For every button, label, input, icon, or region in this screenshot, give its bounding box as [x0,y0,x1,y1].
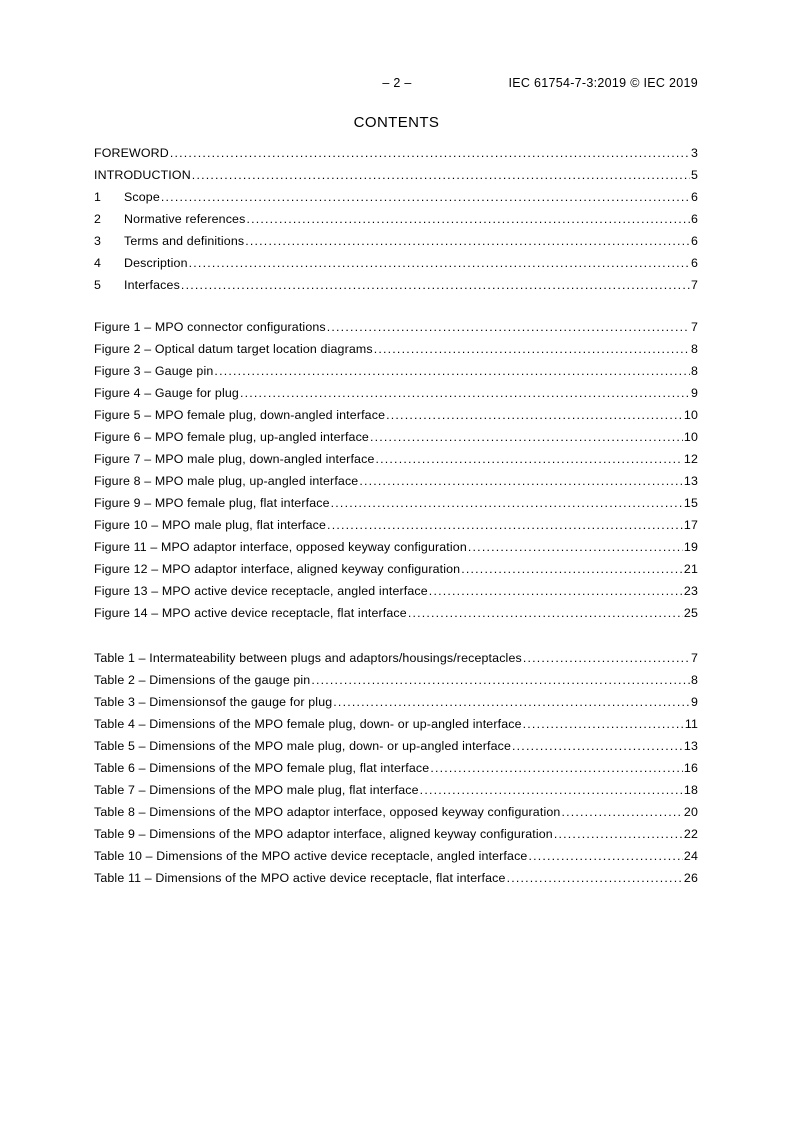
dot-leader [375,451,682,468]
dot-leader [246,211,690,228]
toc-entry-terms-and-definitions[interactable] [94,233,698,255]
figure-entry-page: 17 [683,518,698,532]
toc-entry-introduction[interactable] [94,167,698,189]
dot-leader [333,694,690,711]
toc-entry-label: Scope [124,190,160,204]
dot-leader [311,672,690,689]
figure-entry[interactable] [94,605,698,627]
table-entry-page: 22 [683,827,698,841]
table-entry-label: Table 11 – Dimensions of the MPO active device receptacle, flat interface [94,871,506,885]
table-entry-page: 11 [684,717,698,731]
dot-leader [245,233,690,250]
dot-leader [170,145,690,162]
toc-main-section [94,145,698,299]
table-entry-page: 24 [683,849,698,863]
figure-entry-label: Figure 6 – MPO female plug, up-angled interface [94,430,369,444]
toc-entry-label: INTRODUCTION [94,168,191,182]
figure-entry[interactable] [94,539,698,561]
table-entry[interactable] [94,694,698,716]
figure-entry-label: Figure 10 – MPO male plug, flat interface [94,518,327,532]
dot-leader [370,429,683,446]
figure-entry[interactable] [94,429,698,451]
figure-entry-page: 19 [683,540,698,554]
table-entry-label: Table 9 – Dimensions of the MPO adaptor interface, aligned keyway configuration [94,827,553,841]
dot-leader [386,407,683,424]
figure-entry-page: 21 [683,562,698,576]
dot-leader [554,826,683,843]
dot-leader [429,583,683,600]
figure-entry[interactable] [94,407,698,429]
dot-leader [161,189,690,206]
figure-entry[interactable] [94,561,698,583]
toc-entry-foreword[interactable] [94,145,698,167]
toc-entry-number: 5 [94,278,102,292]
toc-entry-page: 6 [690,190,698,204]
figure-entry-label: Figure 2 – Optical datum target location diagrams [94,342,373,356]
table-entry-page: 9 [690,695,698,709]
figure-entry-page: 9 [690,386,698,400]
toc-entry-number: 4 [94,256,102,270]
table-entry-label: Table 5 – Dimensions of the MPO male plug, down- or up-angled interface [94,739,512,753]
table-entry[interactable] [94,716,698,738]
toc-entry-label: FOREWORD [94,146,169,160]
table-entry[interactable] [94,804,698,826]
dot-leader [327,319,690,336]
dot-leader [468,539,683,556]
toc-entry-number: 2 [94,212,102,226]
table-entry-label: Table 1 – Intermateability between plugs and adaptors/housings/receptacles [94,651,522,665]
toc-entry-scope[interactable] [94,189,698,211]
toc-entry-page: 6 [690,212,698,226]
figure-entry-label: Figure 14 – MPO active device receptacle, flat interface [94,606,407,620]
table-entry[interactable] [94,672,698,694]
toc-entry-page: 6 [690,234,698,248]
toc-entry-label: Interfaces [124,278,180,292]
dot-leader [240,385,690,402]
figure-entry[interactable] [94,451,698,473]
figure-entry-page: 10 [683,408,698,422]
toc-entry-normative-references[interactable] [94,211,698,233]
figure-entry-label: Figure 11 – MPO adaptor interface, opposed keyway configuration [94,540,467,554]
figure-entry-page: 10 [683,430,698,444]
toc-entry-label: Description [124,256,188,270]
table-entry[interactable] [94,826,698,848]
table-entry-label: Table 10 – Dimensions of the MPO active device receptacle, angled interface [94,849,528,863]
dot-leader [461,561,683,578]
figure-entry-label: Figure 7 – MPO male plug, down-angled interface [94,452,375,466]
figure-entry[interactable] [94,473,698,495]
page-number: – 2 – [382,76,412,90]
dot-leader [214,363,690,380]
figure-entry[interactable] [94,583,698,605]
toc-entry-description[interactable] [94,255,698,277]
toc-entry-number: 1 [94,190,102,204]
figure-entry-page: 12 [683,452,698,466]
figure-entry-page: 15 [683,496,698,510]
toc-entry-page: 3 [690,146,698,160]
figure-entry-page: 13 [683,474,698,488]
table-entry-page: 13 [683,739,698,753]
table-entry-page: 26 [683,871,698,885]
figure-entry-page: 23 [683,584,698,598]
table-entry-label: Table 3 – Dimensionsof the gauge for plug [94,695,333,709]
page-header [0,76,793,92]
figure-entry[interactable] [94,385,698,407]
dot-leader [331,495,683,512]
figure-entry-label: Figure 9 – MPO female plug, flat interface [94,496,330,510]
dot-leader [189,255,690,272]
contents-title: CONTENTS [353,114,440,131]
dot-leader [430,760,683,777]
toc-entry-interfaces[interactable] [94,277,698,299]
table-entry-page: 8 [690,673,698,687]
figure-entry[interactable] [94,319,698,341]
list-of-figures [94,319,698,627]
table-entry[interactable] [94,848,698,870]
figure-entry-label: Figure 4 – Gauge for plug [94,386,239,400]
dot-leader [507,870,683,887]
document-identifier: IEC 61754-7-3:2019 © IEC 2019 [508,76,698,90]
dot-leader [374,341,690,358]
table-entry[interactable] [94,870,698,892]
figure-entry-label: Figure 5 – MPO female plug, down-angled interface [94,408,386,422]
table-entry-page: 7 [690,651,698,665]
figure-entry[interactable] [94,341,698,363]
dot-leader [528,848,682,865]
dot-leader [192,167,690,184]
figure-entry-label: Figure 1 – MPO connector configurations [94,320,326,334]
toc-entry-number: 3 [94,234,102,248]
dot-leader [327,517,683,534]
figure-entry[interactable] [94,517,698,539]
table-entry-page: 20 [683,805,698,819]
figure-entry[interactable] [94,495,698,517]
table-entry-label: Table 8 – Dimensions of the MPO adaptor interface, opposed keyway configuration [94,805,561,819]
table-entry-label: Table 7 – Dimensions of the MPO male plug, flat interface [94,783,419,797]
figure-entry-label: Figure 3 – Gauge pin [94,364,214,378]
dot-leader [181,277,690,294]
toc-entry-page: 7 [690,278,698,292]
figure-entry-label: Figure 13 – MPO active device receptacle, angled interface [94,584,428,598]
table-entry-label: Table 2 – Dimensions of the gauge pin [94,673,311,687]
dot-leader [561,804,682,821]
table-entry[interactable] [94,760,698,782]
toc-entry-label: Normative references [124,212,246,226]
figure-entry[interactable] [94,363,698,385]
dot-leader [512,738,683,755]
toc-entry-page: 5 [690,168,698,182]
toc-entry-label: Terms and definitions [124,234,245,248]
figure-entry-label: Figure 8 – MPO male plug, up-angled interface [94,474,359,488]
table-entry[interactable] [94,738,698,760]
dot-leader [359,473,683,490]
table-entry[interactable] [94,650,698,672]
table-entry-page: 16 [683,761,698,775]
figure-entry-page: 8 [690,364,698,378]
table-entry-label: Table 4 – Dimensions of the MPO female plug, down- or up-angled interface [94,717,522,731]
figure-entry-page: 8 [690,342,698,356]
figure-entry-page: 7 [690,320,698,334]
dot-leader [523,716,684,733]
table-entry-label: Table 6 – Dimensions of the MPO female plug, flat interface [94,761,430,775]
dot-leader [420,782,683,799]
list-of-tables [94,650,698,892]
dot-leader [523,650,690,667]
toc-entry-page: 6 [690,256,698,270]
table-entry-page: 18 [683,783,698,797]
dot-leader [408,605,683,622]
figure-entry-page: 25 [683,606,698,620]
figure-entry-label: Figure 12 – MPO adaptor interface, aligned keyway configuration [94,562,461,576]
table-entry[interactable] [94,782,698,804]
